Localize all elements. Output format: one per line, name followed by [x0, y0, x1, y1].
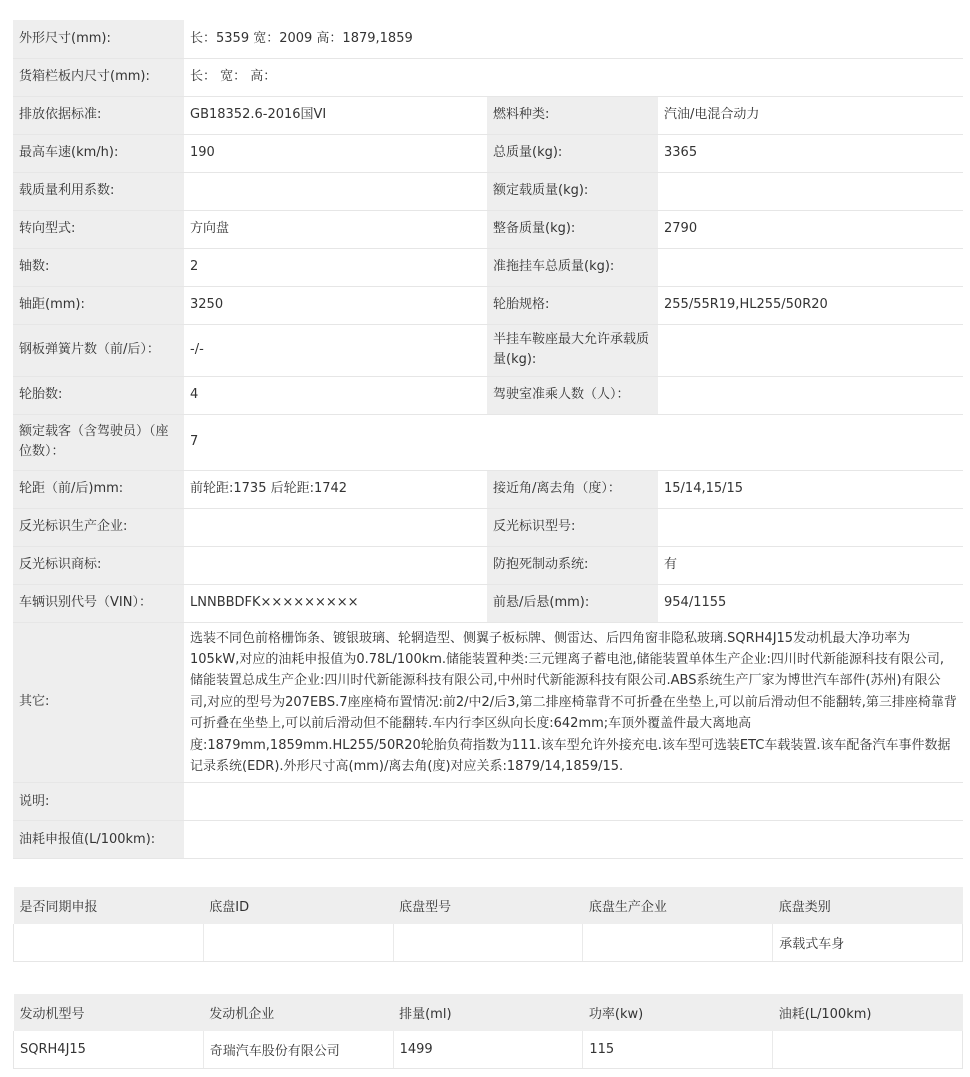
spec-value — [658, 324, 963, 376]
spec-row — [13, 414, 963, 470]
table-cell — [583, 924, 773, 962]
spec-label: 反光标识商标: — [13, 546, 184, 584]
table-cell — [14, 924, 204, 962]
spec-label: 防抱死制动系统: — [487, 546, 658, 584]
spec-label: 燃料种类: — [487, 96, 658, 134]
spec-label: 排放依据标准: — [13, 96, 184, 134]
spec-label: 反光标识生产企业: — [13, 508, 184, 546]
table-row — [14, 1031, 963, 1069]
spec-row — [13, 286, 963, 324]
table-cell: 奇瑞汽车股份有限公司 — [203, 1031, 393, 1069]
spec-label: 其它: — [13, 622, 184, 783]
vehicle-spec-table — [13, 20, 963, 859]
spec-row — [13, 821, 963, 859]
spec-value — [184, 821, 963, 859]
chassis-table — [13, 887, 963, 962]
spec-value: 4 — [184, 376, 487, 414]
column-header: 底盘生产企业 — [583, 887, 773, 924]
spec-row — [13, 376, 963, 414]
column-header: 功率(kw) — [583, 994, 773, 1031]
spec-value: 15/14,15/15 — [658, 470, 963, 508]
spec-label: 车辆识别代号（VIN）： — [13, 584, 184, 622]
spec-value — [658, 248, 963, 286]
spec-row — [13, 210, 963, 248]
spec-value: 3365 — [658, 134, 963, 172]
spec-label: 前悬/后悬(mm): — [487, 584, 658, 622]
column-header: 发动机企业 — [203, 994, 393, 1031]
spec-value: 954/1155 — [658, 584, 963, 622]
spec-value: 前轮距:1735 后轮距:1742 — [184, 470, 487, 508]
table-cell: 承载式车身 — [773, 924, 963, 962]
spec-row — [13, 248, 963, 286]
column-header: 是否同期申报 — [14, 887, 204, 924]
table-header-row — [14, 887, 963, 924]
spec-label: 油耗申报值(L/100km): — [13, 821, 184, 859]
spec-value: GB18352.6-2016国VI — [184, 96, 487, 134]
spec-label: 总质量(kg): — [487, 134, 658, 172]
table-header-row — [14, 994, 963, 1031]
spec-row — [13, 508, 963, 546]
spec-value: LNNBBDFK××××××××× — [184, 584, 487, 622]
spec-label: 轮距（前/后)mm: — [13, 470, 184, 508]
column-header: 底盘类别 — [773, 887, 963, 924]
spec-row — [13, 783, 963, 821]
spec-label: 外形尺寸(mm): — [13, 20, 184, 58]
column-header: 底盘ID — [203, 887, 393, 924]
table-row — [14, 924, 963, 962]
column-header: 排量(ml) — [393, 994, 583, 1031]
spec-label: 转向型式: — [13, 210, 184, 248]
table-cell — [203, 924, 393, 962]
table-cell — [393, 924, 583, 962]
spec-value: 长：5359 宽：2009 高：1879,1859 — [184, 20, 963, 58]
spec-label: 轴距(mm): — [13, 286, 184, 324]
spec-label: 轮胎规格: — [487, 286, 658, 324]
spec-value: 3250 — [184, 286, 487, 324]
spec-value — [184, 783, 963, 821]
spec-label: 准拖挂车总质量(kg): — [487, 248, 658, 286]
spec-label: 最高车速(km/h): — [13, 134, 184, 172]
table-cell: 115 — [583, 1031, 773, 1069]
column-header: 油耗(L/100km) — [773, 994, 963, 1031]
spec-value: 255/55R19,HL255/50R20 — [658, 286, 963, 324]
table-cell: 1499 — [393, 1031, 583, 1069]
spec-label: 轴数: — [13, 248, 184, 286]
spec-value: 2 — [184, 248, 487, 286]
spec-label: 说明: — [13, 783, 184, 821]
spec-label: 半挂车鞍座最大允许承载质量(kg): — [487, 324, 658, 376]
spec-label: 接近角/离去角（度）： — [487, 470, 658, 508]
spec-row — [13, 96, 963, 134]
spec-label: 货箱栏板内尺寸(mm): — [13, 58, 184, 96]
spec-value: 有 — [658, 546, 963, 584]
spec-value-other: 选装不同色前格栅饰条、镀银玻璃、轮辋造型、侧翼子板标牌、侧雷达、后四角窗非隐私玻璃.SQRH4J15发动机最大净功率为105kW,对应的油耗申报值为0.78L/100km.储能装置种类:三元锂离子蓄电池,储能装置单体生产企业:四川时代新能源科技有限公司,储能装置总成生产企业:四川时代新能源科技有限公司,中州时代新能源科技有限公司.ABS系统生产厂家为博世汽车部件(苏州)有限公司,对应的型号为207EBS.7座座椅布置情况:前2/中2/后3,第二排座椅靠背不可折叠在坐垫上,可以前后滑动但不能翻转,第三排座椅靠背可折叠在坐垫上,可以前后滑动但不能翻转.车内行李区纵向长度:642mm;车顶外覆盖件最大离地高度:1879mm,1859mm.HL255/50R20轮胎负荷指数为111.该车型允许外接充电.该车型可选装ETC车载装置.该车配备汽车事件数据记录系统(EDR).外形尺寸高(mm)/离去角(度)对应关系:1879/14,1859/15. — [184, 622, 963, 783]
spec-row-other — [13, 622, 963, 783]
spec-label: 载质量利用系数: — [13, 172, 184, 210]
spec-value: 7 — [184, 414, 963, 470]
spec-row — [13, 20, 963, 58]
spec-row — [13, 584, 963, 622]
spec-label: 轮胎数: — [13, 376, 184, 414]
column-header: 发动机型号 — [14, 994, 204, 1031]
spec-value — [184, 508, 487, 546]
spec-label: 驾驶室准乘人数（人）： — [487, 376, 658, 414]
spec-value: 2790 — [658, 210, 963, 248]
spec-row — [13, 324, 963, 376]
spec-value: 方向盘 — [184, 210, 487, 248]
engine-table — [13, 994, 963, 1069]
spec-row — [13, 172, 963, 210]
spec-label: 钢板弹簧片数（前/后）： — [13, 324, 184, 376]
spec-label: 反光标识型号: — [487, 508, 658, 546]
column-header: 底盘型号 — [393, 887, 583, 924]
spec-value: 汽油/电混合动力 — [658, 96, 963, 134]
spec-value — [658, 172, 963, 210]
spec-value — [658, 376, 963, 414]
spec-value: 长： 宽： 高： — [184, 58, 963, 96]
spec-value: 190 — [184, 134, 487, 172]
table-cell: SQRH4J15 — [14, 1031, 204, 1069]
spec-label: 整备质量(kg): — [487, 210, 658, 248]
spec-row — [13, 58, 963, 96]
spec-row — [13, 470, 963, 508]
spec-row — [13, 134, 963, 172]
spec-label: 额定载客（含驾驶员）（座位数）： — [13, 414, 184, 470]
spec-row — [13, 546, 963, 584]
spec-value: -/- — [184, 324, 487, 376]
spec-value — [184, 546, 487, 584]
table-cell — [773, 1031, 963, 1069]
spec-value — [184, 172, 487, 210]
spec-value — [658, 508, 963, 546]
spec-label: 额定载质量(kg): — [487, 172, 658, 210]
